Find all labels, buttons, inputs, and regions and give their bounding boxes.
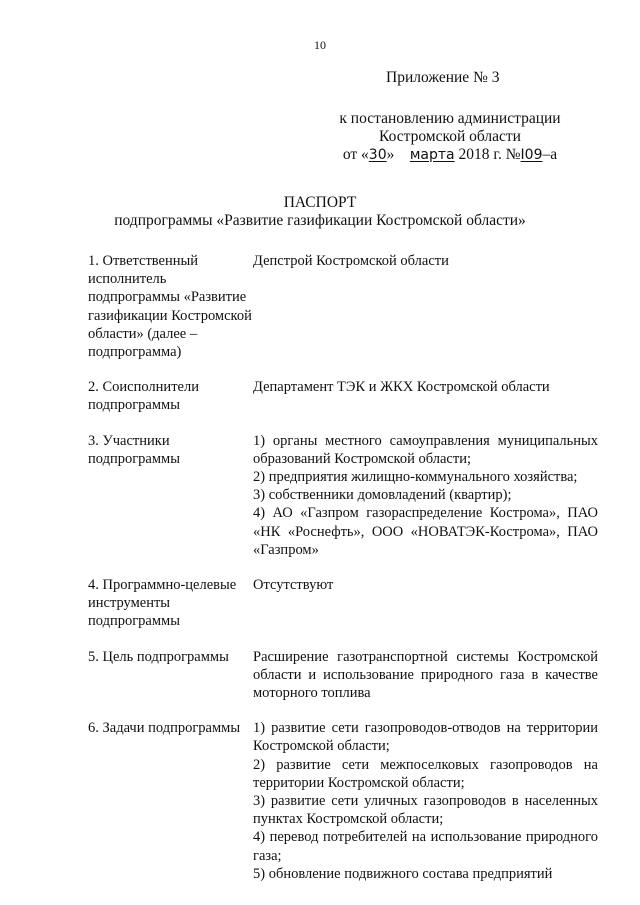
ref-day: 30	[368, 147, 387, 163]
value-line: 2) развитие сети межпоселковых газопроводов на территории Костромской области;	[253, 756, 598, 791]
passport-heading	[0, 194, 640, 230]
appendix-ref-line: Костромской области	[379, 128, 521, 145]
value-line: 1) органы местного самоуправления муниципальных образований Костромской области;	[253, 432, 598, 467]
row-label: 3. Участники подпрограммы	[88, 432, 180, 467]
table-row	[88, 719, 598, 883]
value-line: 1) развитие сети газопроводов-отводов на территории Костромской области;	[253, 720, 598, 755]
table-row	[88, 576, 598, 631]
row-value	[253, 719, 598, 883]
table-row	[88, 432, 598, 559]
row-label: 2. Соисполнители подпрограммы	[88, 379, 199, 414]
appendix-ref-line: к постановлению администрации	[339, 110, 561, 127]
value-line: 4) АО «Газпром газораспределение Кострома», ПАО «НК «Роснефть», ООО «НОВАТЭК-Кострома», ПАО «Газпром»	[253, 505, 598, 558]
value-line: 2) предприятия жилищно-коммунального хозяйства;	[253, 469, 578, 486]
value-line: Депстрой Костромской области	[253, 253, 449, 269]
row-label: 6. Задачи подпрограммы	[88, 720, 241, 737]
ref-prefix: от «	[342, 146, 369, 163]
value-line: 4) перевод потребителей на использование природного газа;	[253, 829, 598, 864]
passport-subtitle: подпрограммы «Развитие газификации Костромской области»	[114, 212, 526, 229]
value-line: Отсутствуют	[253, 577, 334, 594]
row-value	[253, 648, 598, 703]
ref-month: марта	[409, 147, 455, 163]
value-line: Расширение газотранспортной системы Костромской области и использование природного газа в качестве моторного топлива	[253, 648, 598, 702]
row-label: 5. Цель подпрограммы	[88, 648, 229, 665]
row-value	[253, 378, 598, 414]
ref-mid: »	[386, 146, 395, 163]
row-label: 4. Программно-целевые инструменты подпрограммы	[88, 577, 237, 630]
value-line: Департамент ТЭК и ЖКХ Костромской области	[253, 379, 550, 396]
value-line: 3) собственники домовладений (квартир);	[253, 487, 512, 504]
ref-number: I09	[520, 147, 543, 163]
row-value	[253, 252, 598, 361]
row-value	[253, 432, 598, 559]
row-label: 1. Ответственный исполнитель подпрограммы «Развитие газификации Костромской области» (далее – подпрограмма)	[88, 253, 252, 361]
ref-suffix: –а	[542, 146, 558, 163]
passport-table	[88, 252, 598, 900]
appendix-title: Приложение № 3	[386, 69, 500, 86]
table-row	[88, 648, 598, 703]
passport-title: ПАСПОРТ	[283, 194, 357, 211]
row-value	[253, 576, 598, 631]
ref-year: 2018 г. №	[458, 146, 521, 163]
table-row	[88, 378, 598, 414]
appendix-reference	[300, 110, 600, 164]
value-line: 5) обновление подвижного состава предприятий	[253, 865, 553, 882]
table-row	[88, 252, 598, 361]
page-number: 10	[314, 38, 326, 52]
appendix-ref-date-line	[300, 146, 600, 164]
value-line: 3) развитие сети уличных газопроводов в населенных пунктах Костромской области;	[253, 793, 598, 828]
